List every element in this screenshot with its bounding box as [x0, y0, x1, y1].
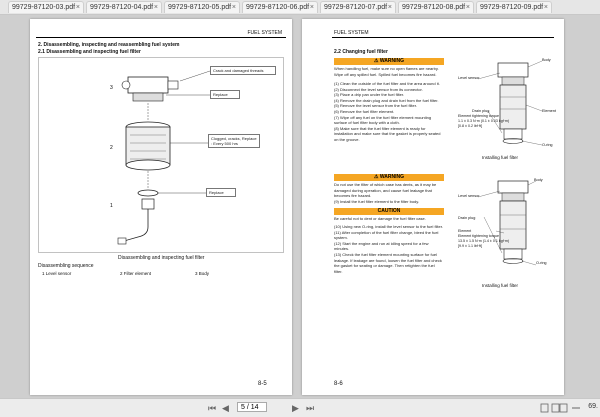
fig2-label: 13.5 ± 1.5 N·m (1.4 ± 0.1 kgf·m) — [458, 239, 510, 243]
svg-text:2: 2 — [110, 145, 113, 151]
step-item: (6) Remove the fuel filter element. — [334, 108, 395, 114]
step-item: (12) Start the engine and run at idling speed for a few minutes. — [334, 240, 429, 252]
tab-bar — [0, 0, 600, 15]
warning-label: WARNING — [379, 58, 405, 64]
fig1-caption: Installing fuel filter — [482, 155, 519, 160]
caution-label: CAUTION — [377, 208, 401, 214]
fig1-label: Level sensor — [458, 76, 480, 80]
warning-banner-2: ⚠ WARNING — [334, 174, 444, 181]
step-item: (13) Check the fuel filter element mounting surface for fuel leakage. If leakage are found, loosen the fuel filter and check the gasket for seating or damage. Then retighten the fuel filter. — [334, 251, 442, 274]
tab-label: 99729-87120-08.pdf — [402, 4, 466, 11]
pdf-page-right — [302, 19, 564, 395]
caution-banner — [334, 208, 444, 215]
fig2-label: O-ring — [536, 261, 547, 265]
tab-04[interactable] — [86, 1, 162, 13]
sequence-item: 2 Filter element — [120, 271, 152, 276]
header-rule — [36, 37, 286, 38]
zoom-level[interactable]: 69. — [588, 403, 598, 410]
last-page-icon[interactable]: ⏭ — [306, 403, 315, 413]
svg-text:1: 1 — [110, 203, 113, 209]
tab-label: 99729-87120-07.pdf — [324, 4, 388, 11]
step-item: (9) Install the fuel filter element to the filter body. — [334, 199, 420, 204]
step-list — [334, 81, 444, 143]
caution-text: Be careful not to dent or damage the fuel filter case. — [334, 216, 426, 221]
step-list-2 — [334, 224, 444, 274]
document-viewer[interactable] — [0, 15, 600, 398]
header-rule — [332, 37, 554, 38]
fig2-label: Level sensor — [458, 194, 480, 198]
tab-close-icon[interactable]: × — [543, 4, 548, 11]
pdf-page-left — [30, 19, 292, 395]
callout-clogged: Clogged, cracks, Replace : Every 500 hrs — [208, 134, 260, 148]
tab-label: 99729-87120-03.pdf — [12, 4, 76, 11]
fig1-label: Body — [542, 58, 551, 62]
tab-03[interactable] — [8, 1, 84, 13]
fig2-label: Drain plug — [458, 216, 476, 220]
page-number: 8-5 — [258, 381, 267, 387]
tab-label: 99729-87120-04.pdf — [90, 4, 154, 11]
tab-close-icon[interactable]: × — [387, 4, 392, 11]
tab-09[interactable] — [476, 1, 552, 13]
warning-banner: ⚠ WARNING — [334, 58, 444, 65]
page-header: FUEL SYSTEM — [334, 30, 369, 36]
warning-label: WARNING — [379, 174, 405, 180]
callout-replace-sensor: Replace — [206, 188, 236, 197]
fig1-label: Drain plug — [472, 109, 490, 113]
step-item: (11) After completion of the fuel filter change, bleed the fuel system. — [334, 229, 439, 241]
page-navigation-toolbar — [0, 398, 600, 417]
tab-close-icon[interactable]: × — [231, 4, 236, 11]
tab-close-icon[interactable]: × — [465, 4, 470, 11]
tab-close-icon[interactable]: × — [309, 4, 314, 11]
tab-06[interactable] — [242, 1, 318, 13]
page-header: FUEL SYSTEM — [247, 30, 282, 36]
page-number: 8-6 — [334, 381, 343, 387]
fig1-label: Element — [542, 109, 556, 113]
section-title: 2. Disassembling, inspecting and reassembling fuel system — [38, 42, 180, 48]
tab-08[interactable] — [398, 1, 474, 13]
step-item: (8) Make sure that the fuel filter element is ready for installation and make sure that the gasket is properly seated on the groove. — [334, 125, 441, 142]
step-item: (1) Clean the outside of the fuel filter and the area around it. — [334, 81, 440, 86]
tab-05[interactable] — [164, 1, 240, 13]
fig1-label: O-ring — [542, 143, 553, 147]
callout-replace-head: Replace — [210, 90, 240, 99]
section-title: 2.2 Changing fuel filter — [334, 49, 388, 55]
warning-text: When handling fuel, make sure no open flames are nearby. Wipe off any spilled fuel. Spilled fuel becomes fire hazard. — [334, 66, 439, 77]
fig2-label: Element — [458, 229, 472, 233]
next-page-icon[interactable]: ▶ — [292, 403, 299, 413]
page-number-input[interactable]: 5 / 14 — [237, 402, 267, 412]
two-page-icon — [552, 404, 559, 412]
step-item: (4) Remove the drain plug and drain fuel from the fuel filter. — [334, 97, 439, 103]
tab-label: 99729-87120-06.pdf — [246, 4, 310, 11]
fig2-label: Body — [534, 178, 543, 182]
callout-crack: Crack and damaged threads — [210, 66, 276, 75]
filter-head-icon — [122, 77, 178, 101]
step-item: (5) Remove the level sensor from the fuel filter. — [334, 103, 417, 109]
fig2-label: Element tightening torque — [458, 234, 499, 238]
tab-label: 99729-87120-09.pdf — [480, 4, 544, 11]
view-controls — [540, 403, 584, 413]
first-page-icon[interactable]: ⏮ — [208, 403, 217, 413]
tab-label: 99729-87120-05.pdf — [168, 4, 232, 11]
tab-close-icon[interactable]: × — [153, 4, 158, 11]
prev-page-icon[interactable]: ◀ — [222, 403, 229, 413]
step-item: (3) Place a drip pan under the fuel filter. — [334, 92, 405, 98]
sequence-item: 3 Body — [195, 271, 210, 276]
fig2-label: [9.9 ± 1.1 lbf·ft] — [458, 244, 482, 248]
tab-07[interactable] — [320, 1, 396, 13]
subsection-title: 2.1 Disassembling and inspecting fuel filter — [38, 49, 141, 55]
o-ring-icon — [138, 190, 158, 196]
sequence-item: 1 Level sensor — [42, 271, 72, 276]
warning-text-2: Do not use the filter of which case has dents, as it may be damaged during operation, and cause fuel leakage that becomes fire hazard. — [334, 182, 437, 199]
figure-caption: Disassembling and inspecting fuel filter — [118, 255, 205, 261]
fig1-label: [0.8 ± 0.2 lbf·ft] — [458, 124, 482, 128]
step-item: (10) Using new O-ring, install the level sensor to the fuel filter. — [334, 224, 443, 229]
fig2-caption: Installing fuel filter — [482, 283, 519, 288]
single-page-icon — [541, 404, 548, 412]
step-item: (7) Wipe off any fuel on the fuel filter element mounting surface of fuel filter body with a cloth. — [334, 114, 432, 126]
fig1-label: 1.1 ± 0.3 N·m (0.1 ± 0.03 kgf·m) — [458, 119, 510, 123]
step-item: (2) Disconnect the level sensor from its connector. — [334, 86, 423, 92]
install-filter-figure-2 — [456, 173, 560, 283]
tab-close-icon[interactable]: × — [75, 4, 80, 11]
level-sensor-icon — [118, 199, 154, 244]
exploded-view-drawing — [38, 57, 284, 253]
sequence-title: Disassembling sequence — [38, 263, 94, 269]
svg-text:3: 3 — [110, 85, 113, 91]
filter-element-icon — [126, 122, 170, 170]
fig1-label: Element tightening torque — [458, 114, 499, 118]
